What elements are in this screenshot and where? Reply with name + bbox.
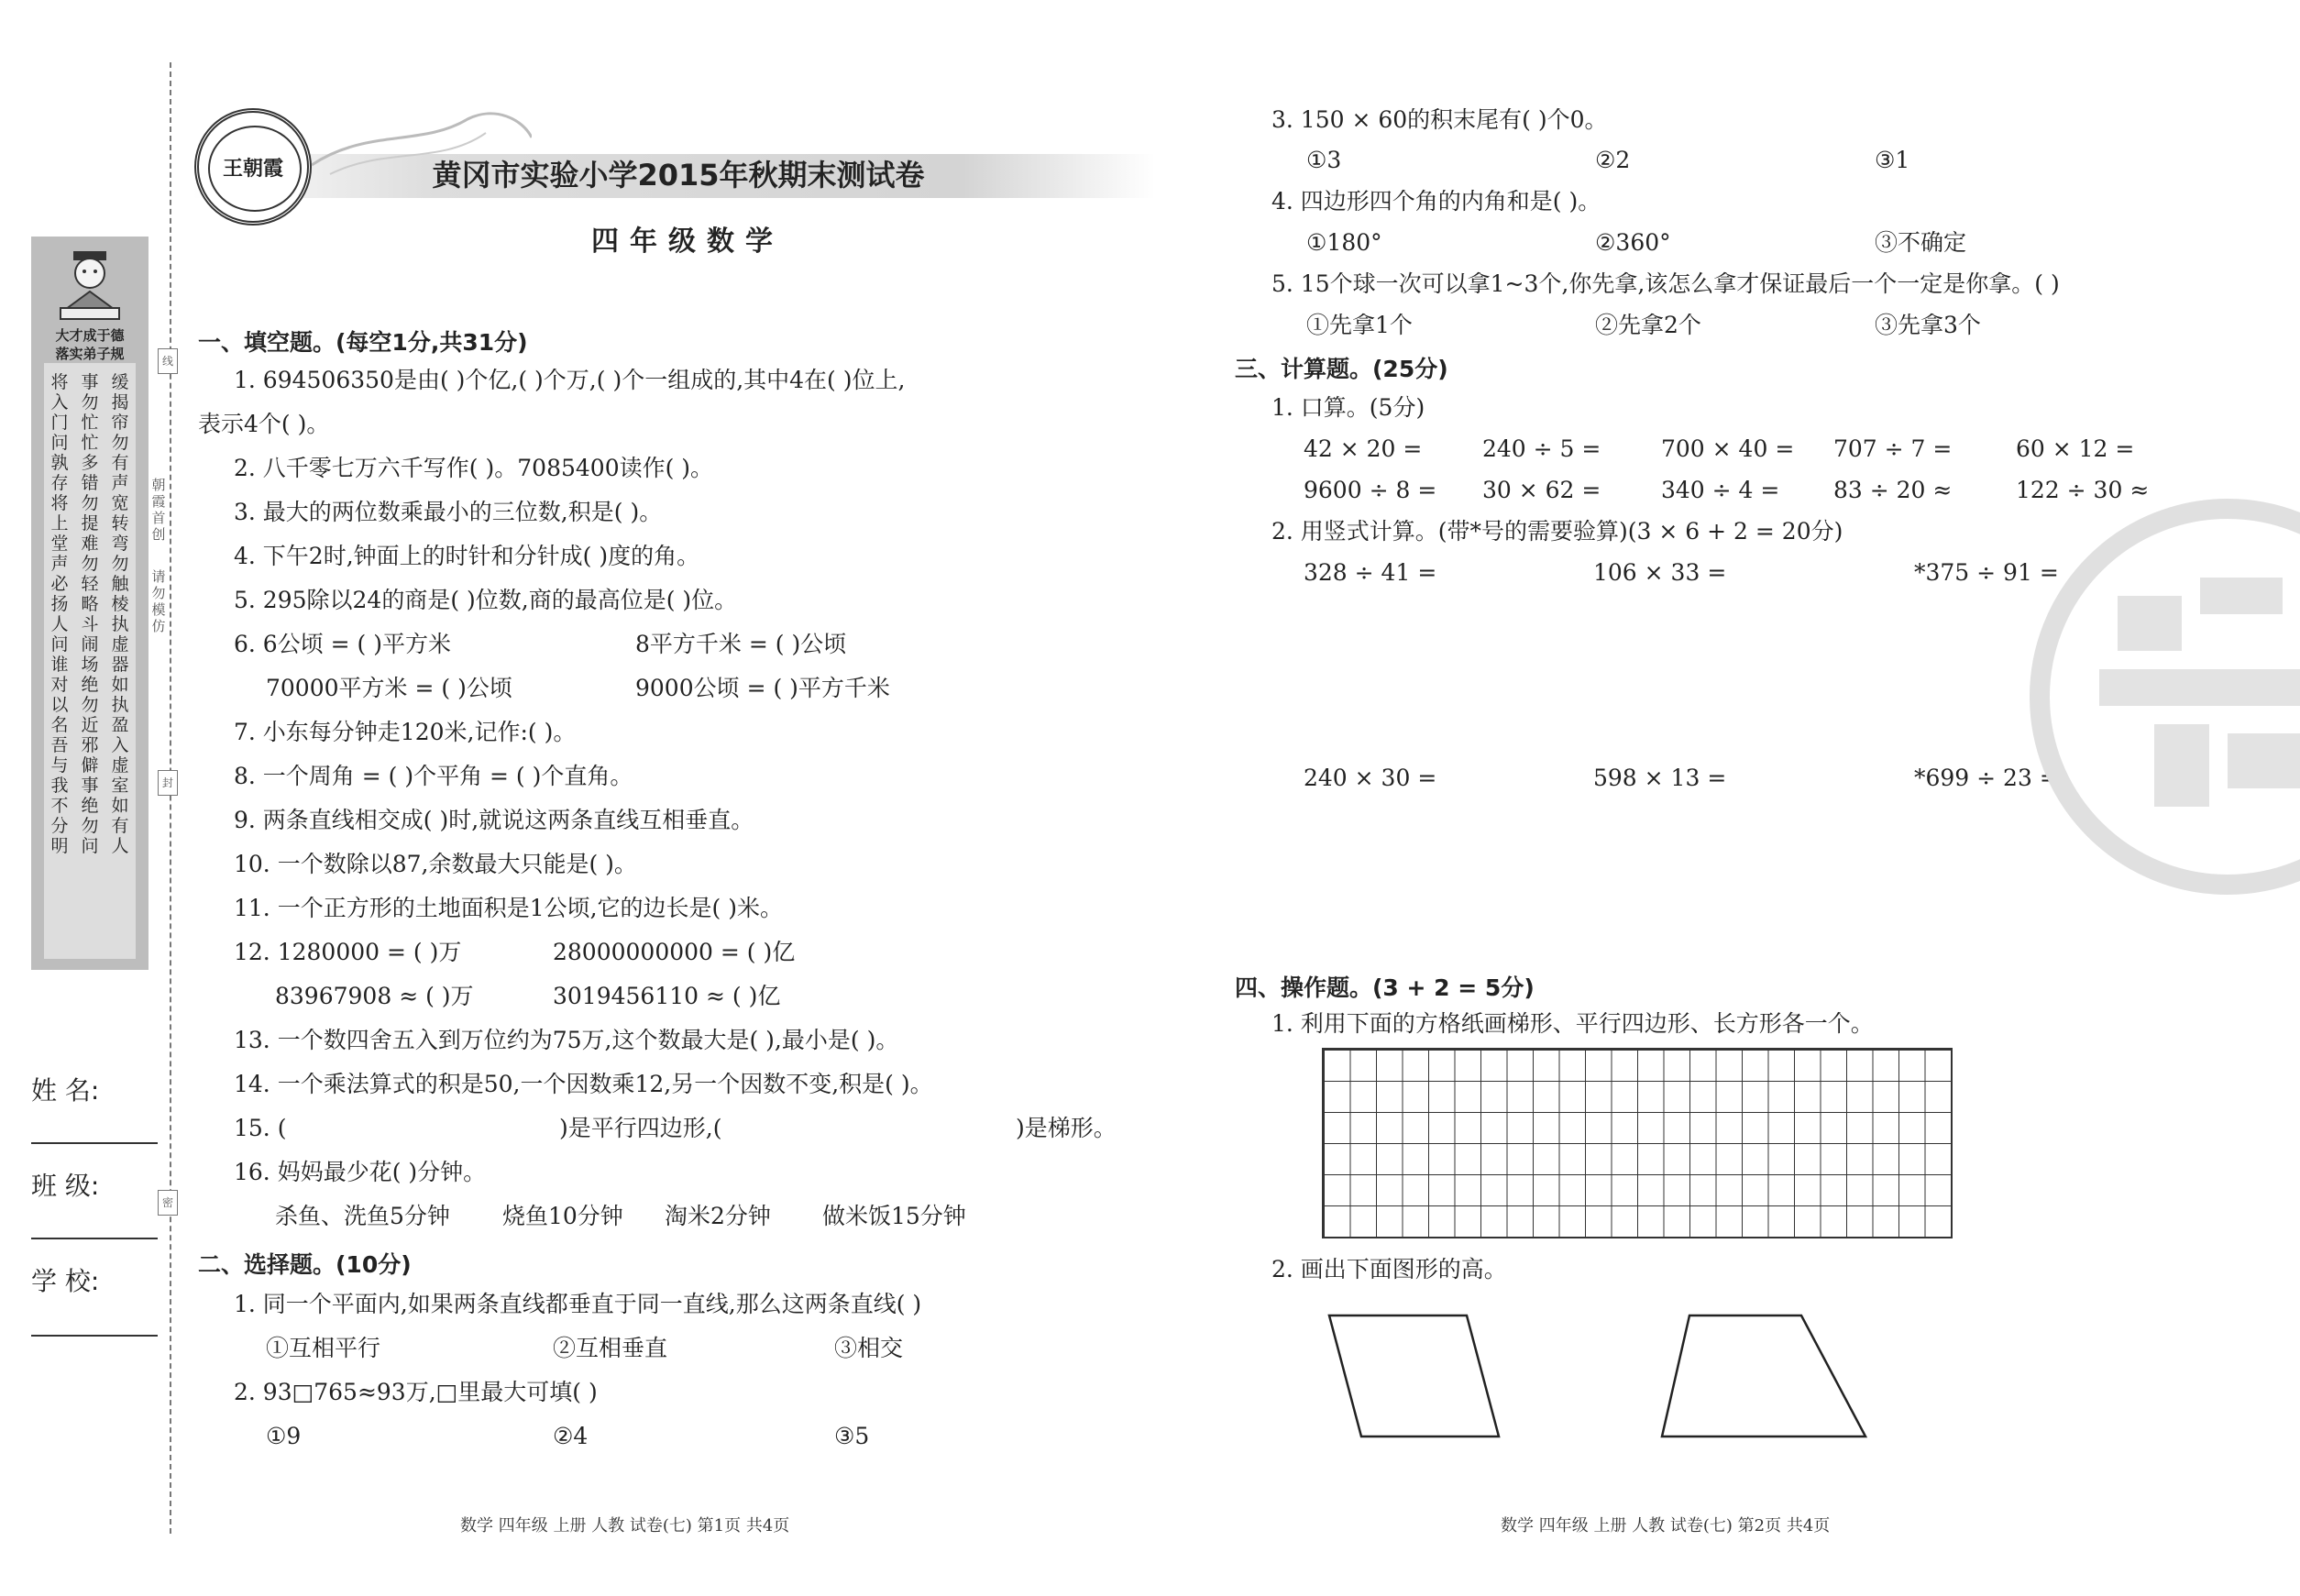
column-calc-r2-3: *699 ÷ 23 = (1914, 765, 2059, 791)
motto-top-line-1: 大才成于德 (55, 327, 125, 344)
question-8: 8. 一个周角 = ( )个平角 = ( )个直角。 (234, 763, 633, 789)
choice-3: 3. 150 × 60的积末尾有( )个0。 (1271, 106, 1608, 133)
question-3: 3. 最大的两位数乘最小的三位数,积是( )。 (234, 499, 663, 525)
question-9: 9. 两条直线相交成( )时,就说这两条直线互相垂直。 (234, 807, 754, 833)
choice-4-option-3[interactable]: ③不确定 (1875, 229, 1967, 256)
grid-paper[interactable] (1322, 1048, 1953, 1238)
question-1-line-1: 1. 694506350是由( )个亿,( )个万,( )个一组成的,其中4在( )位上, (234, 367, 906, 393)
choice-5-option-3[interactable]: ③先拿3个 (1875, 312, 1981, 338)
exam-title: 黄冈市实验小学2015年秋期末测试卷 (432, 158, 925, 193)
question-13: 13. 一个数四舍五入到万位约为75万,这个数最大是( ),最小是( )。 (234, 1027, 899, 1053)
question-12c: 83967908 ≈ ( )万 (275, 983, 474, 1009)
question-16-item-2: 烧鱼10分钟 (502, 1203, 623, 1229)
question-6d: 9000公顷 = ( )平方千米 (635, 675, 890, 701)
question-16-item-4: 做米饭15分钟 (822, 1203, 966, 1229)
question-1-line-2: 表示4个( )。 (198, 411, 330, 437)
vertical-note-no-copy: 请勿模仿 (151, 568, 166, 634)
oral-calc-r2-5: 122 ÷ 30 ≈ (2016, 477, 2150, 503)
motto-column-3: 缓揭帘勿有声宽转弯勿触棱执虚器如执盈入虚室如有人 (111, 372, 129, 856)
question-2: 2. 八千零七万六千写作( )。7085400读作( )。 (234, 455, 714, 481)
seal-char-line: 线 (158, 348, 178, 374)
question-7: 7. 小东每分钟走120米,记作:( )。 (234, 719, 577, 745)
question-14: 14. 一个乘法算式的积是50,一个因数乘12,另一个因数不变,积是( )。 (234, 1071, 933, 1097)
class-field[interactable] (31, 1238, 158, 1239)
section-operation-heading: 四、操作题。(3 + 2 = 5分) (1235, 974, 1535, 1001)
choice-3-option-2[interactable]: ②2 (1595, 147, 1631, 173)
motto-top-line-2: 落实弟子规 (55, 346, 125, 362)
oral-calc-r2-2: 30 × 62 = (1482, 477, 1601, 503)
motto-sidebar (31, 237, 149, 970)
choice-4-option-2[interactable]: ②360° (1595, 229, 1671, 256)
column-calc-r2-2: 598 × 13 = (1593, 765, 1727, 791)
class-label: 班 级: (31, 1171, 100, 1201)
section-calculation-heading: 三、计算题。(25分) (1235, 356, 1448, 382)
page-2-footer: 数学 四年级 上册 人教 试卷(七) 第2页 共4页 (1501, 1516, 1831, 1535)
motto-column-1: 将入门问孰存将上堂声必扬人问谁对以名吾与我不分明 (50, 372, 69, 856)
name-label: 姓 名: (31, 1075, 100, 1106)
oral-calc-heading: 1. 口算。(5分) (1271, 394, 1425, 421)
question-16-item-1: 杀鱼、洗鱼5分钟 (275, 1203, 450, 1229)
binding-dash-line (170, 62, 171, 1534)
choice-2: 2. 93□765≈93万,□里最大可填( ) (234, 1379, 598, 1405)
question-11: 11. 一个正方形的土地面积是1公顷,它的边长是( )米。 (234, 895, 784, 921)
choice-5-option-2[interactable]: ②先拿2个 (1595, 312, 1701, 338)
vertical-note-original: 朝霞首创 (151, 477, 166, 543)
column-calc-r1-2: 106 × 33 = (1593, 559, 1727, 586)
oral-calc-r1-3: 700 × 40 = (1661, 435, 1795, 462)
column-calc-r1-3: *375 ÷ 91 = (1914, 559, 2059, 586)
choice-2-option-1[interactable]: ①9 (266, 1423, 302, 1449)
question-12a: 12. 1280000 = ( )万 (234, 939, 462, 965)
choice-1-option-3[interactable]: ③相交 (834, 1335, 904, 1361)
oral-calc-r2-1: 9600 ÷ 8 = (1304, 477, 1437, 503)
motto-column-2: 事勿忙忙多错勿提难勿轻略斗闹场绝勿近邪僻事绝勿问 (81, 372, 99, 856)
seal-char-seal: 封 (158, 770, 178, 796)
choice-3-option-1[interactable]: ①3 (1306, 147, 1342, 173)
question-10: 10. 一个数除以87,余数最大只能是( )。 (234, 851, 637, 877)
scholar-mascot-icon (53, 248, 127, 330)
motto-box (44, 363, 136, 959)
question-12b: 28000000000 = ( )亿 (553, 939, 796, 965)
school-label: 学 校: (31, 1266, 100, 1296)
column-calc-r1-1: 328 ÷ 41 = (1304, 559, 1437, 586)
choice-1-option-1[interactable]: ①互相平行 (266, 1335, 381, 1361)
school-field[interactable] (31, 1335, 158, 1337)
seal-char-secret: 密 (158, 1190, 178, 1216)
choice-3-option-3[interactable]: ③1 (1875, 147, 1910, 173)
name-field[interactable] (31, 1142, 158, 1144)
question-6c: 70000平方米 = ( )公顷 (266, 675, 512, 701)
question-16: 16. 妈妈最少花( )分钟。 (234, 1159, 487, 1185)
choice-4: 4. 四边形四个角的内角和是( )。 (1271, 188, 1601, 215)
trapezoid-shape (1662, 1315, 1865, 1436)
question-15-middle: )是平行四边形,( (559, 1115, 722, 1141)
column-calc-heading: 2. 用竖式计算。(带*号的需要验算)(3 × 6 + 2 = 20分) (1271, 518, 1843, 545)
column-calc-r2-1: 240 × 30 = (1304, 765, 1437, 791)
question-5: 5. 295除以24的商是( )位数,商的最高位是( )位。 (234, 587, 738, 613)
shapes-figure (1320, 1306, 1879, 1444)
question-6a: 6. 6公顷 = ( )平方米 (234, 631, 451, 657)
oral-calc-r1-4: 707 ÷ 7 = (1833, 435, 1953, 462)
choice-4-option-1[interactable]: ①180° (1306, 229, 1382, 256)
choice-1-option-2[interactable]: ②互相垂直 (553, 1335, 668, 1361)
operation-2: 2. 画出下面图形的高。 (1271, 1256, 1507, 1282)
question-15-end: )是梯形。 (1016, 1115, 1117, 1141)
question-16-item-3: 淘米2分钟 (665, 1203, 771, 1229)
choice-1: 1. 同一个平面内,如果两条直线都垂直于同一直线,那么这两条直线( ) (234, 1291, 922, 1317)
oral-calc-r1-1: 42 × 20 = (1304, 435, 1423, 462)
question-6b: 8平方千米 = ( )公顷 (635, 631, 847, 657)
oral-calc-r2-4: 83 ÷ 20 ≈ (1833, 477, 1953, 503)
question-15-start: 15. ( (234, 1115, 287, 1141)
page-1-footer: 数学 四年级 上册 人教 试卷(七) 第1页 共4页 (460, 1516, 790, 1535)
choice-5-option-1[interactable]: ①先拿1个 (1306, 312, 1413, 338)
question-12d: 3019456110 ≈ ( )亿 (553, 983, 781, 1009)
oral-calc-r1-5: 60 × 12 = (2016, 435, 2135, 462)
brand-logo-text: 王朝霞 (222, 157, 283, 181)
choice-2-option-2[interactable]: ②4 (553, 1423, 589, 1449)
choice-5: 5. 15个球一次可以拿1~3个,你先拿,该怎么拿才保证最后一个一定是你拿。( ) (1271, 270, 2060, 297)
operation-1: 1. 利用下面的方格纸画梯形、平行四边形、长方形各一个。 (1271, 1010, 1874, 1037)
parallelogram-shape (1329, 1315, 1499, 1436)
exam-subtitle: 四年级数学 (591, 226, 784, 258)
question-4: 4. 下午2时,钟面上的时针和分针成( )度的角。 (234, 543, 700, 569)
section-fill-blanks-heading: 一、填空题。(每空1分,共31分) (198, 329, 528, 356)
secret-watermark-icon (2017, 495, 2300, 898)
oral-calc-r2-3: 340 ÷ 4 = (1661, 477, 1780, 503)
section-choice-heading: 二、选择题。(10分) (198, 1251, 412, 1278)
oral-calc-r1-2: 240 ÷ 5 = (1482, 435, 1601, 462)
choice-2-option-3[interactable]: ③5 (834, 1423, 870, 1449)
